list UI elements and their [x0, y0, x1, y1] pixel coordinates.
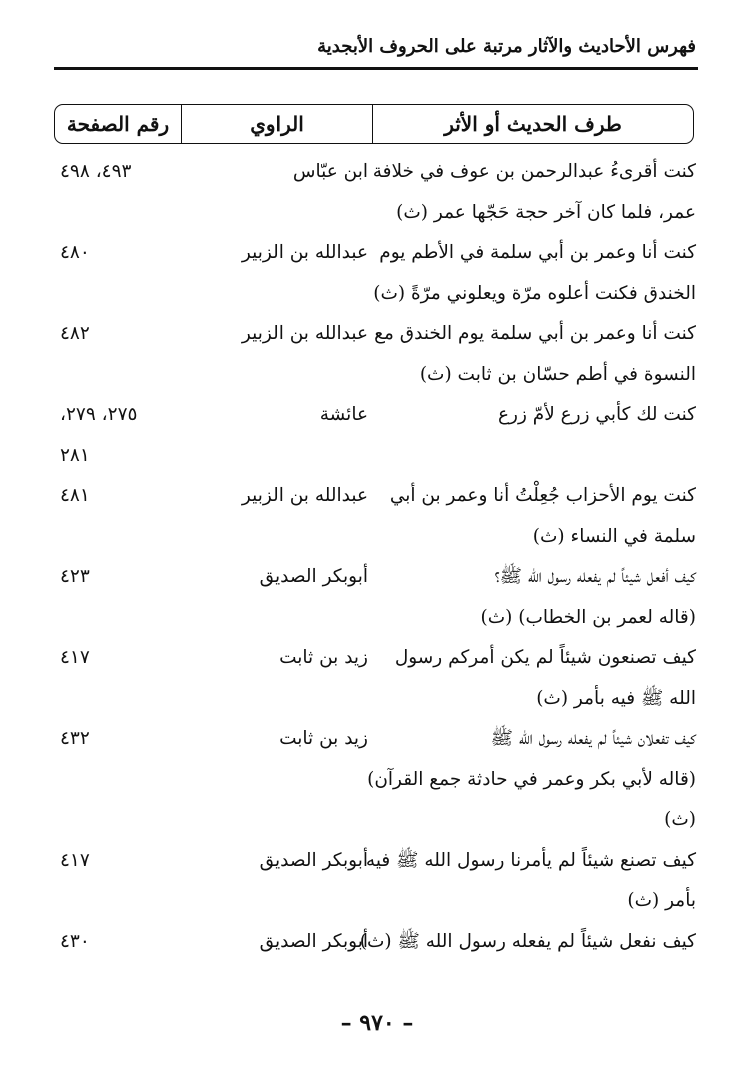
hadith-text-line: كنت أنا وعمر بن أبي سلمة يوم الخندق مع	[374, 323, 696, 344]
hadith-text-line: (قاله لأبي بكر وعمر في حادثة جمع القرآن)	[367, 768, 696, 790]
hadith-text-line: كيف أفعل شيئاً لم يفعله رسول الله ﷺ؟	[494, 566, 696, 587]
page-number-cell: ٢٧٥، ٢٧٩،	[60, 404, 138, 425]
page-number-cell: ٤٢٣	[60, 566, 90, 587]
page-number-cell: ٢٨١	[60, 444, 90, 466]
page-number-cell: ٤٨٠	[60, 242, 90, 263]
narrator-cell: عبدالله بن الزبير	[241, 242, 368, 263]
page-number: – ٩٧٠ –	[340, 1010, 414, 1036]
page-number-cell: ٤٨٢	[60, 323, 90, 344]
page-number-cell: ٤٨١	[60, 485, 90, 506]
page-number-cell: ٤١٧	[60, 647, 90, 668]
hadith-text-line: كنت لك كأبي زرع لأمّ زرع	[497, 404, 696, 425]
page-number-cell: ٤٣٢	[60, 728, 90, 749]
hadith-text-line: بأمر (ث)	[627, 890, 696, 911]
narrator-cell: أبوبكر الصديق	[259, 566, 368, 587]
hadith-text-line: كيف نفعل شيئاً لم يفعله رسول الله ﷺ (ث)	[359, 930, 696, 952]
narrator-cell: عائشة	[319, 404, 368, 425]
page-number-cell: ٤١٧	[60, 849, 90, 871]
column-header-narrator: الراوي	[182, 105, 373, 143]
hadith-text-line: سلمة في النساء (ث)	[532, 525, 696, 547]
narrator-cell: أبوبكر الصديق	[259, 930, 368, 952]
hadith-text-line: كيف تفعلان شيئاً لم يفعله رسول الله ﷺ	[490, 728, 696, 749]
hadith-text-line: عمر، فلما كان آخر حجة حَجّها عمر (ث)	[396, 201, 696, 223]
hadith-text-line: كنت يوم الأحزاب جُعِلْتُ أنا وعمر بن أبي	[389, 485, 696, 506]
narrator-cell: عبدالله بن الزبير	[241, 323, 368, 344]
hadith-text-line: كيف تصنع شيئاً لم يأمرنا رسول الله ﷺ فيه	[365, 849, 696, 871]
hadith-text-line: الله ﷺ فيه بأمر (ث)	[536, 687, 696, 709]
narrator-cell: زيد بن ثابت	[279, 647, 368, 668]
hadith-text-line: الخندق فكنت أعلوه مرّة ويعلوني مرّةً (ث)	[373, 282, 696, 304]
column-header-page: رقم الصفحة	[55, 105, 182, 143]
narrator-cell: ابن عبّاس	[292, 161, 368, 182]
table-header	[54, 104, 694, 144]
hadith-text-line: (ث)	[664, 809, 696, 830]
hadith-text-line: كنت أقرىءُ عبدالرحمن بن عوف في خلافة	[372, 161, 696, 182]
narrator-cell: عبدالله بن الزبير	[241, 485, 368, 506]
hadith-text-line: كيف تصنعون شيئاً لم يكن أمركم رسول	[394, 647, 696, 668]
column-header-hadith: طرف الحديث أو الأثر	[444, 112, 622, 136]
narrator-cell: زيد بن ثابت	[279, 728, 368, 749]
header-rule	[54, 67, 698, 70]
page-number-cell: ٤٣٠	[60, 930, 90, 952]
hadith-text-line: النسوة في أطم حسّان بن ثابت (ث)	[419, 363, 696, 385]
hadith-text-line: كنت أنا وعمر بن أبي سلمة في الأطم يوم	[379, 242, 696, 263]
hadith-text-line: (قاله لعمر بن الخطاب) (ث)	[480, 606, 696, 628]
page-number-cell: ٤٩٣، ٤٩٨	[60, 161, 132, 182]
running-head: فهرس الأحاديث والآثار مرتبة على الحروف الأبجدية	[317, 36, 696, 57]
narrator-cell: أبوبكر الصديق	[259, 849, 368, 871]
